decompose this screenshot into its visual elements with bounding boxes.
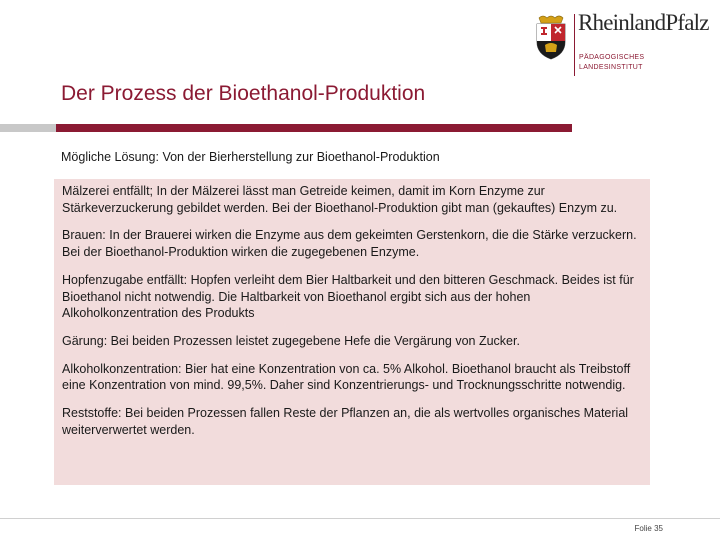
paragraph-brauen: Brauen: In der Brauerei wirken die Enzyme aus dem gekeimten Gerstenkorn, die die Stärke verzuckern. Bei der Bioethanol-Produktion wirken die zugegebenen Enzyme. bbox=[62, 228, 637, 260]
rlp-logo bbox=[534, 10, 714, 80]
slide-subtitle: Mögliche Lösung: Von der Bierherstellung zur Bioethanol-Produktion bbox=[61, 150, 440, 164]
paragraph-alkoholkonzentration: Alkoholkonzentration: Bier hat eine Konzentration von ca. 5% Alkohol. Bioethanol braucht als Treibstoff eine Konzentration von mind. 99,5%. Daher sind Konzentrierungs- und Trocknungsschritte notwendig. bbox=[62, 361, 631, 393]
title-rule-grey-segment bbox=[0, 124, 56, 132]
paragraph-reststoffe: Reststoffe: Bei beiden Prozessen fallen Reste der Pflanzen an, die als wertvolles organisches Material weiterverwertet werden. bbox=[62, 406, 629, 437]
content-box bbox=[54, 179, 650, 485]
title-rule-accent-segment bbox=[56, 124, 572, 132]
paragraph-hopfenzugabe: Hopfenzugabe entfällt: Hopfen verleiht dem Bier Haltbarkeit und den bitteren Geschmack. Beides ist für Bioethanol nicht notwendig. Die Haltbarkeit von Bioethanol ergibt sich aus der hohen Alkoholkonzentration des Produkts bbox=[62, 272, 634, 321]
footer-rule bbox=[0, 518, 720, 519]
paragraph-maelzerei: Mälzerei entfällt; In der Mälzerei lässt man Getreide keimen, damit im Korn Enzyme zur Stärkeverzuckerung gebildet werden. Bei der Bioethanol-Produktion gibt man (gekauftes) Enzym zu. bbox=[62, 184, 618, 215]
logo-subline bbox=[579, 53, 644, 73]
title-rule bbox=[0, 124, 572, 132]
logo-divider bbox=[574, 14, 575, 76]
page-number: Folie 35 bbox=[634, 524, 663, 533]
logo-subline-2: LANDESINSTITUT bbox=[579, 64, 643, 71]
coat-of-arms-icon bbox=[534, 14, 568, 60]
logo-wordmark: RheinlandPfalz bbox=[578, 10, 709, 35]
paragraph-gaerung: Gärung: Bei beiden Prozessen leistet zugegebene Hefe die Vergärung von Zucker. bbox=[62, 333, 520, 348]
slide-title: Der Prozess der Bioethanol-Produktion bbox=[61, 82, 426, 105]
logo-subline-1: PÄDAGOGISCHES bbox=[579, 54, 645, 61]
